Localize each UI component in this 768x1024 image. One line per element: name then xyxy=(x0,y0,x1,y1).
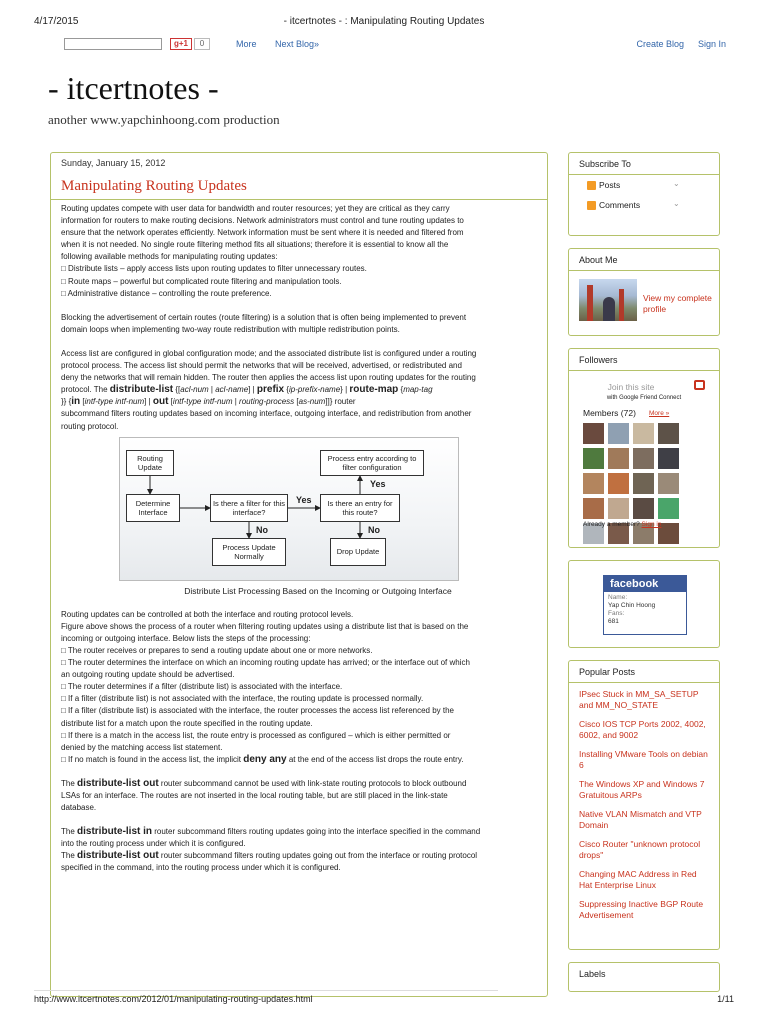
post-paragraph-distribute-in-out: The distribute-list in router subcommand filters routing updates going into the interface specified in the command into the routing process under which it is configured. The distribute-list out router subcommand filters routing updates going out from the interface or routing protocol specified in the command, into the routing process under which it is configured. xyxy=(61,826,481,873)
avatar[interactable] xyxy=(608,498,629,519)
footer-divider xyxy=(34,990,498,991)
figure-caption: Distribute List Processing Based on the Incoming or Outgoing Interface xyxy=(184,585,452,596)
post-title-divider xyxy=(51,199,547,200)
post-body xyxy=(61,203,537,887)
profile-photo[interactable] xyxy=(579,279,637,321)
flow-label-yes-entry: Yes xyxy=(370,478,386,489)
facebook-fans-count: 681 xyxy=(608,618,619,625)
labels-widget xyxy=(568,962,720,992)
avatar[interactable] xyxy=(658,423,679,444)
navbar-create-blog-link[interactable]: Create Blog xyxy=(636,39,684,49)
page-url: http://www.itcertnotes.com/2012/01/manipulating-routing-updates.html xyxy=(34,994,313,1004)
avatar[interactable] xyxy=(658,473,679,494)
blog-title[interactable]: - itcertnotes - xyxy=(48,70,219,106)
chevron-down-icon[interactable]: ⌄ xyxy=(673,179,680,188)
avatar[interactable] xyxy=(608,473,629,494)
avatar[interactable] xyxy=(658,448,679,469)
popular-post-link[interactable]: Changing MAC Address in Red Hat Enterprise Linux xyxy=(579,869,697,890)
gfc-label: with Google Friend Connect xyxy=(606,395,682,401)
popular-posts-list xyxy=(569,683,719,920)
post-container xyxy=(50,152,548,997)
more-members-link[interactable]: More » xyxy=(649,410,670,417)
subscribe-widget xyxy=(568,152,720,236)
members-count: Members (72) xyxy=(583,408,636,418)
post-paragraph-distribute-out-linkstate: The distribute-list out router subcommand cannot be used with link-state routing protocols to block outbound LSAs for an interface. The routes are not inserted in the local routing table, but are still placed in the link-state database. xyxy=(61,777,467,813)
flow-box-determine-interface: Determine Interface xyxy=(126,494,180,522)
avatar[interactable] xyxy=(633,448,654,469)
post-paragraph-syntax: Access list are configured in global configuration mode; and the associated distribute list is configured under a routing protocol process. The access list should permit the networks that will be received, advertised, or redistributed and deny the networks that will remain hidden. The router then applies the access list upon routing updates for the routing protocol. The distribute-list {[acl-num | acl-name] | prefix {ip-prefix-name} | route-map {map-tag }} {in [intf-type intf-num] | out [intf-type intf-num | routing-process [as-num]]} router subcommand filters routing updates based on incoming interface, outgoing interface, and redistribution from another routing protocol. xyxy=(61,348,537,433)
post-paragraph-blocking: Blocking the advertisement of certain routes (route filtering) is a solution that is often being implemented to prevent domain loops when implementing two-way route redistribution with multiple redistribution points. xyxy=(61,312,467,334)
followers-sign-in-link[interactable]: Sign in xyxy=(641,521,662,528)
popular-post-link[interactable]: The Windows XP and Windows 7 Gratuitous ARPs xyxy=(579,779,705,800)
navbar-sign-in-link[interactable]: Sign In xyxy=(697,39,726,49)
view-profile-link[interactable]: View my complete profile xyxy=(643,293,712,314)
followers-heading: Followers xyxy=(569,349,719,371)
avatar[interactable] xyxy=(608,448,629,469)
print-date: 4/17/2015 xyxy=(34,16,79,27)
popular-posts-heading: Popular Posts xyxy=(569,661,719,683)
avatar[interactable] xyxy=(583,423,604,444)
chevron-down-icon[interactable]: ⌄ xyxy=(673,199,680,208)
google-plus-count: 0 xyxy=(194,38,210,50)
subscribe-posts-row[interactable]: Posts ⌄ xyxy=(569,175,719,195)
subscribe-heading: Subscribe To xyxy=(569,153,719,175)
navbar-more-link[interactable]: More xyxy=(236,39,257,49)
popular-post-link[interactable]: Native VLAN Mismatch and VTP Domain xyxy=(579,809,702,830)
facebook-name[interactable]: Yap Chin Hoong xyxy=(608,602,656,609)
flow-label-no-filter: No xyxy=(256,524,268,535)
about-me-widget xyxy=(568,248,720,336)
followers-widget xyxy=(568,348,720,548)
popular-post-link[interactable]: Cisco IOS TCP Ports 2002, 4002, 6002, and 9002 xyxy=(579,719,706,740)
navbar-next-blog-link[interactable]: Next Blog» xyxy=(275,39,320,49)
popular-post-link[interactable]: IPsec Stuck in MM_SA_SETUP and MM_NO_STATE xyxy=(579,689,699,710)
page-number: 1/11 xyxy=(717,994,734,1004)
avatar[interactable] xyxy=(583,448,604,469)
flow-label-no-entry: No xyxy=(368,524,380,535)
print-title: - itcertnotes - : Manipulating Routing Updates xyxy=(283,16,485,27)
flow-label-yes-filter: Yes xyxy=(296,494,312,505)
flow-box-filter-question: Is there a filter for this interface? xyxy=(210,494,288,522)
avatar[interactable] xyxy=(583,473,604,494)
blog-description: another www.yapchinhoong.com production xyxy=(48,112,280,127)
labels-heading: Labels xyxy=(579,969,606,979)
post-paragraph-steps: Routing updates can be controlled at both the interface and routing protocol levels. Figure above shows the process of a router when filtering routing updates using a distribute list that is based on the incoming or outgoing interface. Below lists the steps of the processing: □ The router receives or prepares to send a routing update about one or more networks. □ The router determines the interface on which an incoming routing update has arrived; or the interface out of which an outgoing routing update should be advertised. □ The router determines if a filter (distribute list) is associated with the interface. □ If a filter (distribute list) is not associated with the interface, the routing update is processed normally. □ If a filter (distribute list) is associated with the interface, the router processes the access list referenced by the distribute list for a match upon the route specified in the routing update. □ If there is a match in the access list, the route entry is processed as configured – which is either permitted or denied by the matching access list statement. □ If no match is found in the access list, the implicit deny any at the end of the access list drops the route entry. xyxy=(61,609,470,765)
google-plus-one-button[interactable]: g+1 xyxy=(170,38,192,50)
facebook-badge[interactable]: facebook Name: Yap Chin Hoong Fans: 681 xyxy=(603,575,687,635)
facebook-logo: facebook xyxy=(604,576,686,592)
avatar[interactable] xyxy=(633,473,654,494)
flow-box-process-update: Process Update Normally xyxy=(212,538,286,566)
flow-box-drop-update: Drop Update xyxy=(330,538,386,566)
flow-box-process-entry: Process entry according to filter configuration xyxy=(320,450,424,476)
command-syntax-line: protocol. The distribute-list {[acl-num | acl-name] | prefix {ip-prefix-name} | route-map {map-tag xyxy=(61,384,433,396)
popular-post-link[interactable]: Suppressing Inactive BGP Route Advertisement xyxy=(579,899,704,920)
avatar[interactable] xyxy=(658,498,679,519)
flow-box-entry-question: Is there an entry for this route? xyxy=(320,494,400,522)
popular-posts-widget xyxy=(568,660,720,950)
post-title[interactable]: Manipulating Routing Updates xyxy=(61,178,247,194)
post-paragraph-intro: Routing updates compete with user data for bandwidth and router resources; yet they are critical as they carry information for routers to make routing decisions. Network administrators must control and tune routing updates to ensure that the network operates efficiently. Network information must be sent where it is needed and filtered from when it is not needed. No single route filtering method fits all situations; therefore it is essential to know all the following available methods for manipulating routing updates: □ Distribute lists – apply access lists upon routing updates to filter unnecessary routes. □ Route maps – powerful but complicated route filtering and manipulation tools. □ Administrative distance – controlling the route preference. xyxy=(61,204,464,298)
post-date: Sunday, January 15, 2012 xyxy=(61,158,166,168)
avatar[interactable] xyxy=(608,423,629,444)
facebook-widget xyxy=(568,560,720,648)
subscribe-comments-row[interactable]: Comments ⌄ xyxy=(569,195,719,215)
popular-post-link[interactable]: Cisco Router "unknown protocol drops" xyxy=(579,839,701,860)
avatar[interactable] xyxy=(633,423,654,444)
about-me-heading: About Me xyxy=(569,249,719,271)
popular-post-link[interactable]: Installing VMware Tools on debian 6 xyxy=(579,749,708,770)
avatar[interactable] xyxy=(583,498,604,519)
distribute-list-flowchart xyxy=(119,437,459,581)
navbar-search-input[interactable] xyxy=(64,38,162,50)
already-member-text: Already a member? Sign in xyxy=(583,521,662,528)
rss-feed-icon xyxy=(587,201,596,210)
blogger-navbar xyxy=(64,36,732,52)
avatar[interactable] xyxy=(633,498,654,519)
flow-box-routing-update: Routing Update xyxy=(126,450,174,476)
google-friend-connect-icon[interactable] xyxy=(694,380,705,390)
join-site-link[interactable]: Join this site xyxy=(607,382,655,392)
rss-feed-icon xyxy=(587,181,596,190)
